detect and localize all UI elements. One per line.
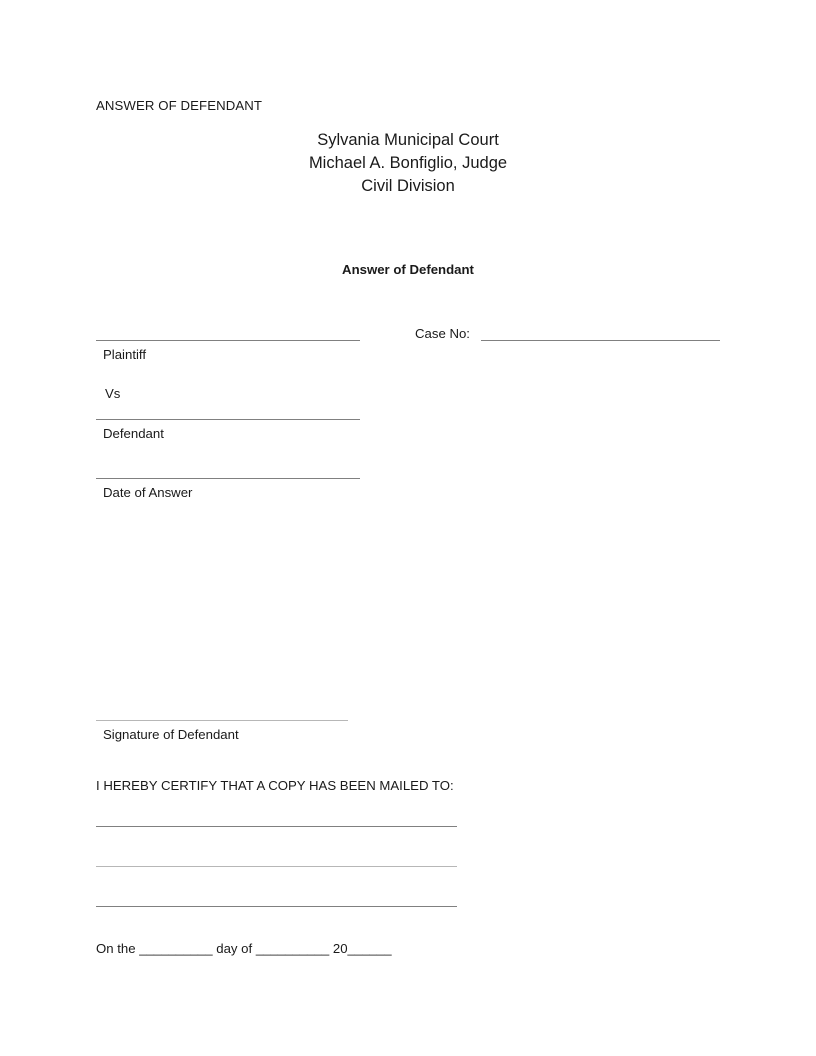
signature-label: Signature of Defendant — [103, 727, 239, 742]
certification-date-line: On the __________ day of __________ 20______ — [96, 941, 392, 956]
court-heading-line-2: Michael A. Bonfiglio, Judge — [308, 154, 508, 172]
page-title: Answer of Defendant — [342, 262, 474, 277]
plaintiff-label: Plaintiff — [103, 347, 147, 362]
mailing-address-rule-1 — [96, 826, 457, 827]
case-no-rule — [481, 340, 720, 341]
mailing-address-rule-3 — [96, 906, 457, 907]
case-no-label: Case No: — [415, 326, 470, 341]
running-header: ANSWER OF DEFENDANT — [96, 98, 263, 113]
court-heading — [96, 129, 720, 198]
certification-statement: I HEREBY CERTIFY THAT A COPY HAS BEEN MAILED TO: — [96, 778, 454, 793]
court-heading-line-1: Sylvania Municipal Court — [317, 131, 499, 149]
plaintiff-signature-rule — [96, 340, 360, 341]
vs-label: Vs — [105, 386, 121, 401]
court-heading-line-3: Civil Division — [361, 177, 455, 195]
date-of-answer-rule — [96, 478, 360, 479]
mailing-address-rule-2 — [96, 866, 457, 867]
defendant-label: Defendant — [103, 426, 164, 441]
date-of-answer-label: Date of Answer — [103, 485, 193, 500]
defendant-rule — [96, 419, 360, 420]
signature-rule — [96, 720, 348, 721]
